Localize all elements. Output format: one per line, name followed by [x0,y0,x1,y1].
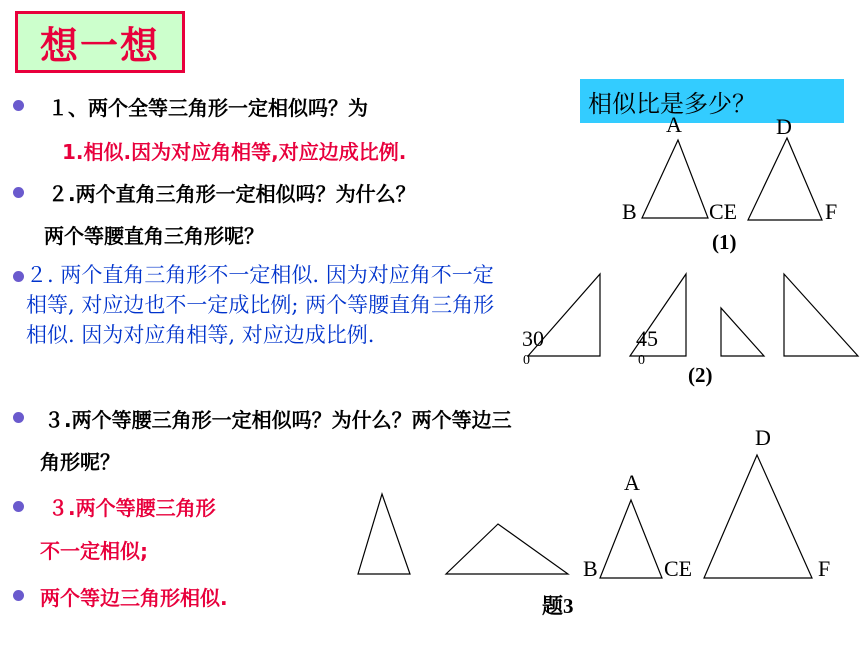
fig1-label-d: D [776,114,792,139]
q1-question: １、两个全等三角形一定相似吗？为 [48,96,368,120]
fig3-label-d: D [755,425,771,450]
fig1-caption: (1) [712,230,737,254]
q3-question-line1: ３.两个等腰三角形一定相似吗？为什么？两个等边三 [44,408,512,432]
fig3-isosceles-wide [446,524,568,574]
fig2-angle-30-sup: 0 [523,353,530,368]
fig3-label-f: F [818,556,831,581]
fig2-triangle-small [721,308,764,356]
callout-text: 相似比是多少？ [588,89,756,118]
fig1-triangle-abc [642,140,708,218]
q2-answer: ２. 两个直角三角形不一定相似. 因为对应角不一定相等, 对应边也不一定成比例; 两个等腰直角三角形相似. 因为对应角相等, 对应边成比例. [26,263,495,347]
fig2-triangle-right [784,274,858,356]
fig3-equilateral-abc [600,500,662,578]
fig3-caption: 题3 [542,594,574,618]
fig2-caption: (2) [688,363,713,387]
fig3-label-b: B [583,556,598,581]
fig3-label-a: A [624,470,640,495]
fig1-label-f: F [825,199,838,224]
q3-question-line2: 角形呢？ [40,450,120,474]
q3-answer-line3: 两个等边三角形相似. [40,586,228,610]
fig2-angle-45: 45 [636,326,658,351]
fig2-angle-30: 30 [522,326,544,351]
fig3-equilateral-def [704,455,812,578]
fig1-label-a: A [666,112,682,137]
fig1-label-ce: CE [709,199,738,224]
q2-question-line1: ２.两个直角三角形一定相似吗？为什么？ [48,182,416,206]
q3-answer-line1: ３.两个等腰三角形 [48,496,216,520]
q3-answer-line2: 不一定相似; [40,539,148,563]
fig1-label-b: B [622,199,637,224]
fig2-angle-45-sup: 0 [638,353,645,368]
q1-answer: 1.相似.因为对应角相等,对应边成比例. [62,140,407,164]
page-title: 想一想 [39,23,160,68]
fig3-isosceles-tall [358,494,410,574]
fig1-triangle-def [748,138,822,220]
fig3-label-ce: CE [664,556,693,581]
q2-question-line2: 两个等腰直角三角形呢？ [44,224,264,248]
